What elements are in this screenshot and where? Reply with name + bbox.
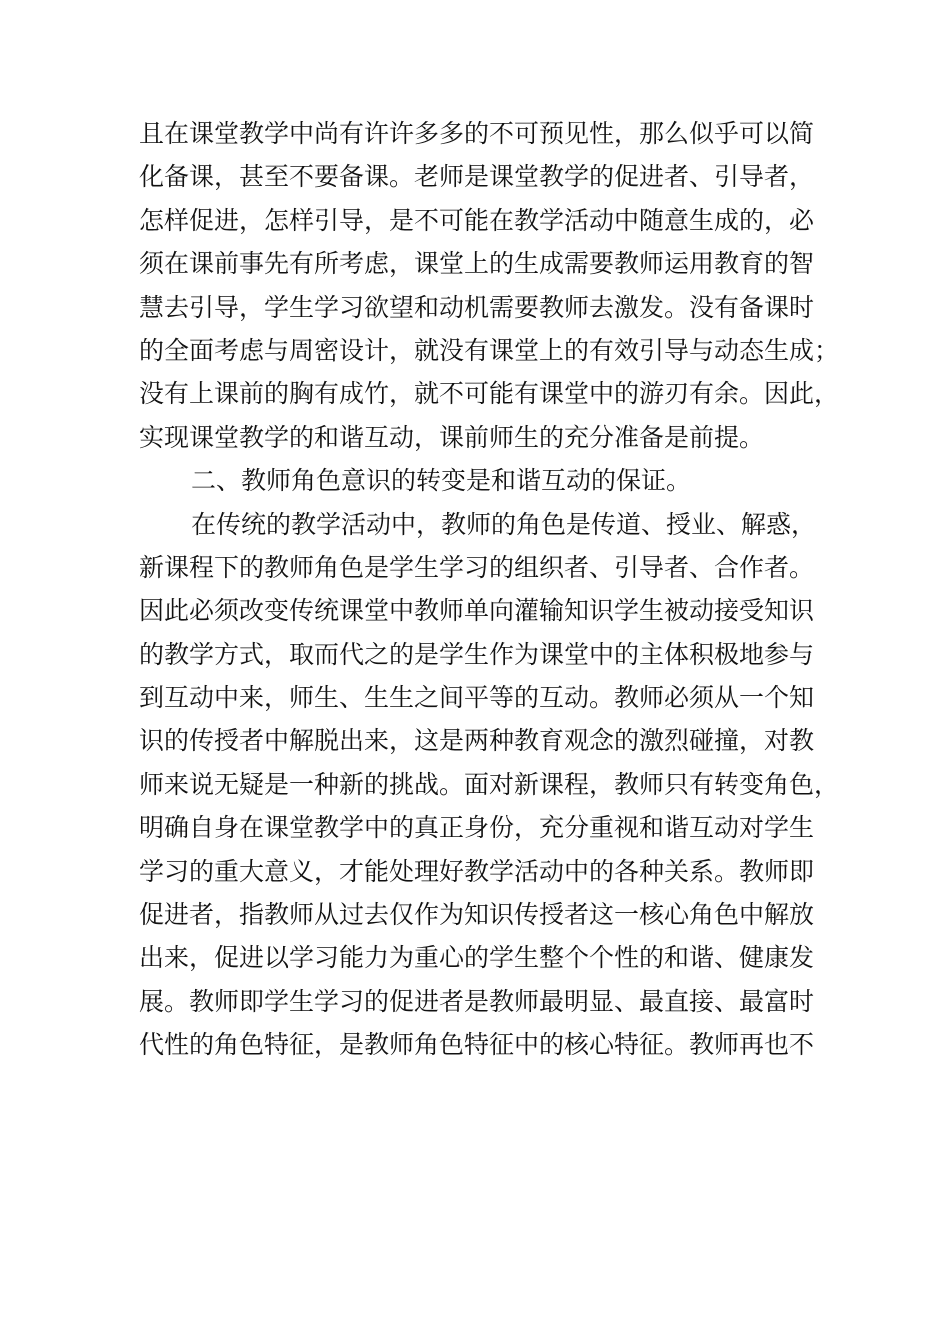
text-line: 展。教师即学生学习的促进者是教师最明显、最直接、最富时 — [139, 986, 815, 1016]
text-line: 的全面考虑与周密设计，就没有课堂上的有效引导与动态生成； — [139, 335, 839, 365]
text-line: 识的传授者中解脱出来，这是两种教育观念的激烈碰撞，对教 — [139, 726, 815, 756]
text-line: 且在课堂教学中尚有许许多多的不可预见性，那么似乎可以简 — [139, 119, 815, 148]
text-line: 因此必须改变传统课堂中教师单向灌输知识学生被动接受知识 — [139, 596, 815, 626]
text-line: 怎样促进，怎样引导，是不可能在教学活动中随意生成的，必 — [139, 205, 815, 235]
text-line: 新课程下的教师角色是学生学习的组织者、引导者、合作者。 — [139, 552, 815, 582]
text-line: 没有上课前的胸有成竹，就不可能有课堂中的游刃有余。因此， — [139, 379, 839, 409]
section-heading: 二、教师角色意识的转变是和谐互动的保证。 — [191, 466, 692, 496]
text-line: 明确自身在课堂教学中的真正身份，充分重视和谐互动对学生 — [139, 813, 815, 843]
text-line: 慧去引导，学生学习欲望和动机需要教师去激发。没有备课时 — [139, 292, 815, 322]
text-line: 实现课堂教学的和谐互动，课前师生的充分准备是前提。 — [139, 422, 765, 452]
text-line: 师来说无疑是一种新的挑战。面对新课程，教师只有转变角色， — [139, 769, 839, 799]
text-line: 学习的重大意义，才能处理好教学活动中的各种关系。教师即 — [139, 856, 815, 886]
text-line: 到互动中来，师生、生生之间平等的互动。教师必须从一个知 — [139, 683, 815, 713]
text-line: 的教学方式，取而代之的是学生作为课堂中的主体积极地参与 — [139, 639, 815, 669]
text-line: 化备课，甚至不要备课。老师是课堂教学的促进者、引导者， — [139, 162, 815, 192]
text-line: 代性的角色特征，是教师角色特征中的核心特征。教师再也不 — [139, 1030, 815, 1060]
text-line: 须在课前事先有所考虑，课堂上的生成需要教师运用教育的智 — [139, 249, 815, 279]
text-line: 促进者，指教师从过去仅作为知识传授者这一核心角色中解放 — [139, 900, 815, 930]
text-line: 出来，促进以学习能力为重心的学生整个个性的和谐、健康发 — [139, 943, 815, 973]
text-line: 在传统的教学活动中，教师的角色是传道、授业、解惑， — [191, 509, 817, 539]
body-text — [139, 112, 839, 1067]
